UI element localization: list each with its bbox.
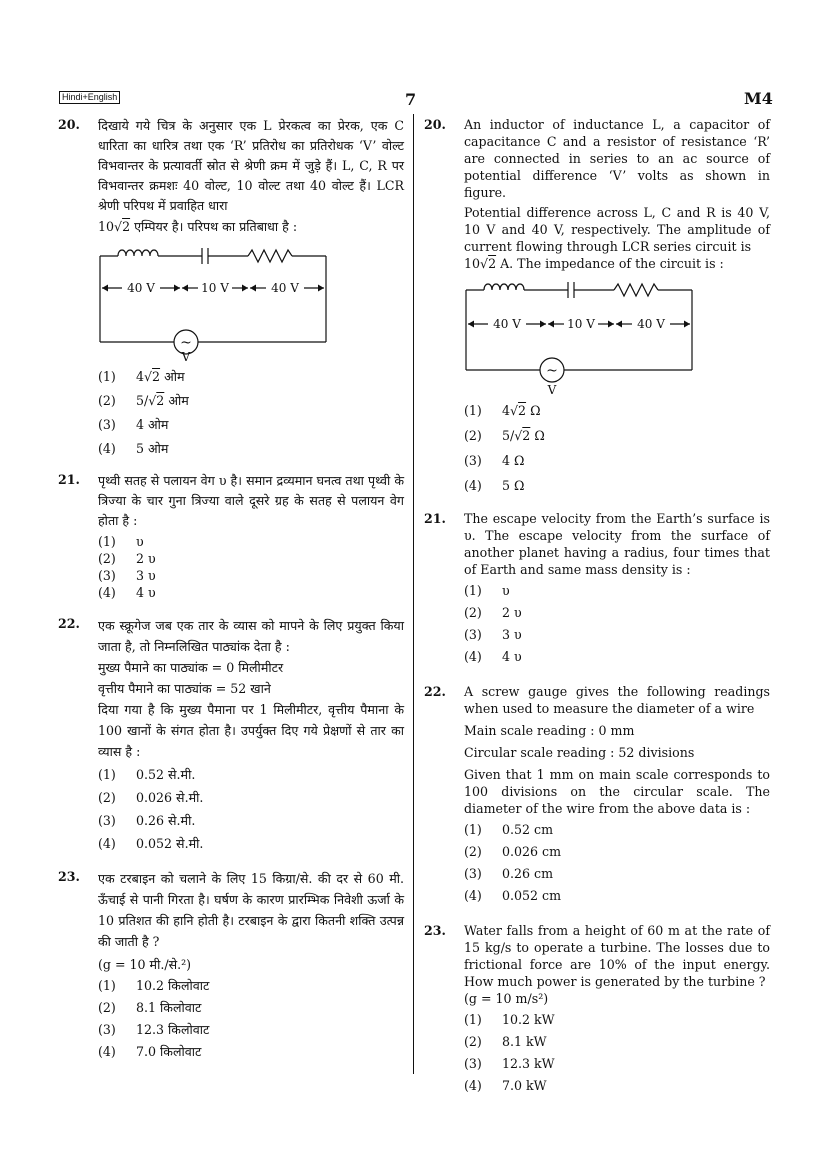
option: (1) 0.52 cm	[464, 822, 554, 837]
option: (1) 4√2 Ω	[464, 403, 541, 418]
hindi-column	[58, 116, 404, 1060]
option: (4) 0.052 cm	[464, 888, 562, 903]
option: (2) 5/√2 ओम	[98, 393, 189, 408]
main-scale-reading: Main scale reading : 0 mm	[464, 723, 635, 738]
column-divider	[413, 114, 414, 1074]
option: (2) 8.1 kW	[464, 1034, 547, 1049]
question-text: A screw gauge gives the following readings when used to measure the diameter of a wire	[464, 684, 770, 716]
drop-c: 10 V	[567, 317, 595, 331]
option: (2) 0.026 cm	[464, 844, 562, 859]
given-g: (g = 10 मी./से.²)	[98, 957, 192, 972]
option: (1) 0.52 से.मी.	[98, 767, 196, 782]
question-number: 21.	[58, 472, 80, 487]
option: (3) 12.3 kW	[464, 1056, 555, 1071]
question-number: 22.	[424, 684, 446, 699]
option: (1) υ	[98, 534, 144, 549]
ac-source-icon: ~	[546, 363, 558, 379]
question-text: दिया गया है कि मुख्य पैमाना पर 1 मिलीमीटर, वृत्तीय पैमाना के 100 खानों के संगत होता है। उपर्युक्त दिए गये प्रेक्षणों से तार का व्यास है :	[98, 702, 404, 759]
option: (3) 4 ओम	[98, 417, 169, 432]
question-text: Water falls from a height of 60 m at the rate of 15 kg/s to operate a turbine. The losses due to frictional force are 10% of the input energy. How much power is generated by the turbine ?	[464, 923, 770, 989]
option: (4) 4 υ	[464, 649, 522, 664]
option: (3) 3 υ	[464, 627, 522, 642]
current-statement: 10√2 A. The impedance of the circuit is :	[464, 256, 724, 271]
option: (3) 4 Ω	[464, 453, 525, 468]
question-23-hindi	[58, 868, 404, 1060]
language-tag: Hindi+English	[59, 91, 120, 104]
option: (4) 7.0 किलोवाट	[98, 1044, 202, 1059]
drop-r: 40 V	[271, 281, 299, 295]
question-number: 21.	[424, 511, 446, 526]
source-label: V	[181, 350, 191, 362]
question-text: एक स्क्रूगेज जब एक तार के व्यास को मापने के लिए प्रयुक्त किया जाता है, तो निम्नलिखित पाठ्यांक देता है :	[98, 618, 404, 654]
question-number: 20.	[58, 117, 80, 132]
page-number: 7	[405, 90, 417, 109]
source-label: V	[547, 383, 557, 396]
option: (2) 2 υ	[464, 605, 522, 620]
option: (4) 5 Ω	[464, 478, 525, 493]
question-20-hindi	[58, 116, 404, 457]
option: (1) 10.2 kW	[464, 1012, 555, 1027]
option: (3) 0.26 cm	[464, 866, 554, 881]
lcr-circuit-diagram	[464, 278, 694, 396]
drop-r: 40 V	[637, 317, 665, 331]
question-text: Given that 1 mm on main scale corresponds to 100 divisions on the circular scale. The diameter of the wire from the above data is :	[464, 767, 770, 816]
option: (4) 7.0 kW	[464, 1078, 547, 1093]
option: (3) 0.26 से.मी.	[98, 813, 196, 828]
question-21-hindi	[58, 471, 404, 601]
question-text: An inductor of inductance L, a capacitor of capacitance C and a resistor of resistance ‘R’ are connected in series to an ac source of potential difference ‘V’ volts as shown in figure.	[464, 117, 770, 200]
option: (1) υ	[464, 583, 510, 598]
option: (2) 2 υ	[98, 551, 156, 566]
option: (2) 8.1 किलोवाट	[98, 1000, 202, 1015]
ac-source-icon: ~	[180, 335, 192, 351]
question-text: दिखाये गये चित्र के अनुसार एक L प्रेरकत्व का प्रेरक, एक C धारिता का धारित्र तथा एक ‘R’ प्रतिरोध का प्रतिरोधक ‘V’ वोल्ट विभवान्तर के प्रत्यावर्ती स्रोत से श्रेणी क्रम में जुड़े हैं। L, C, R पर विभवान्तर क्रमशः 40 वोल्ट, 10 वोल्ट तथा 40 वोल्ट हैं। LCR श्रेणी परिपथ में प्रवाहित धारा	[98, 118, 404, 213]
option: (2) 5/√2 Ω	[464, 428, 545, 443]
booklet-code: M4	[744, 89, 773, 108]
question-21-english	[424, 510, 770, 665]
drop-l: 40 V	[127, 281, 155, 295]
current-statement: 10√2 एम्पियर है। परिपथ का प्रतिबाधा है :	[98, 219, 298, 234]
option: (2) 0.026 से.मी.	[98, 790, 204, 805]
question-number: 23.	[424, 923, 446, 938]
question-22-hindi	[58, 615, 404, 852]
question-22-english	[424, 683, 770, 904]
circular-scale-reading: वृत्तीय पैमाने का पाठ्यांक = 52 खाने	[98, 681, 271, 696]
question-text: एक टरबाइन को चलाने के लिए 15 किग्रा/से. की दर से 60 मी. ऊँचाई से पानी गिरता है। घर्षण के कारण प्रारम्भिक निवेशी ऊर्जा के 10 प्रतिशत की हानि होती है। टरबाइन के द्वारा कितनी शक्ति उत्पन्न की जाती है ?	[98, 871, 404, 949]
circular-scale-reading: Circular scale reading : 52 divisions	[464, 745, 695, 760]
question-text: Potential difference across L, C and R is 40 V, 10 V and 40 V, respectively. The amplitude of current flowing through LCR series circuit is	[464, 205, 770, 254]
drop-c: 10 V	[201, 281, 229, 295]
option: (3) 12.3 किलोवाट	[98, 1022, 210, 1037]
given-g: (g = 10 m/s²)	[464, 991, 549, 1006]
option: (1) 4√2 ओम	[98, 369, 185, 384]
drop-l: 40 V	[493, 317, 521, 331]
question-text: पृथ्वी सतह से पलायन वेग υ है। समान द्रव्यमान घनत्व तथा पृथ्वी के त्रिज्या के चार गुना त्रिज्या वाले दूसरे ग्रह के सतह से पलायन वेग होता है :	[98, 473, 404, 528]
main-scale-reading: मुख्य पैमाने का पाठ्यांक = 0 मिलीमीटर	[98, 660, 284, 675]
question-text: The escape velocity from the Earth’s surface is υ. The escape velocity from the surface of another planet having a radius, four times that of Earth and same mass density is :	[464, 511, 770, 577]
question-number: 23.	[58, 869, 80, 884]
option: (4) 4 υ	[98, 585, 156, 600]
english-column	[424, 116, 770, 1094]
question-number: 22.	[58, 616, 80, 631]
question-number: 20.	[424, 117, 446, 132]
question-20-english	[424, 116, 770, 494]
option: (4) 0.052 से.मी.	[98, 836, 204, 851]
option: (4) 5 ओम	[98, 441, 169, 456]
option: (1) 10.2 किलोवाट	[98, 978, 210, 993]
question-23-english	[424, 922, 770, 1094]
lcr-circuit-diagram	[98, 244, 328, 362]
option: (3) 3 υ	[98, 568, 156, 583]
